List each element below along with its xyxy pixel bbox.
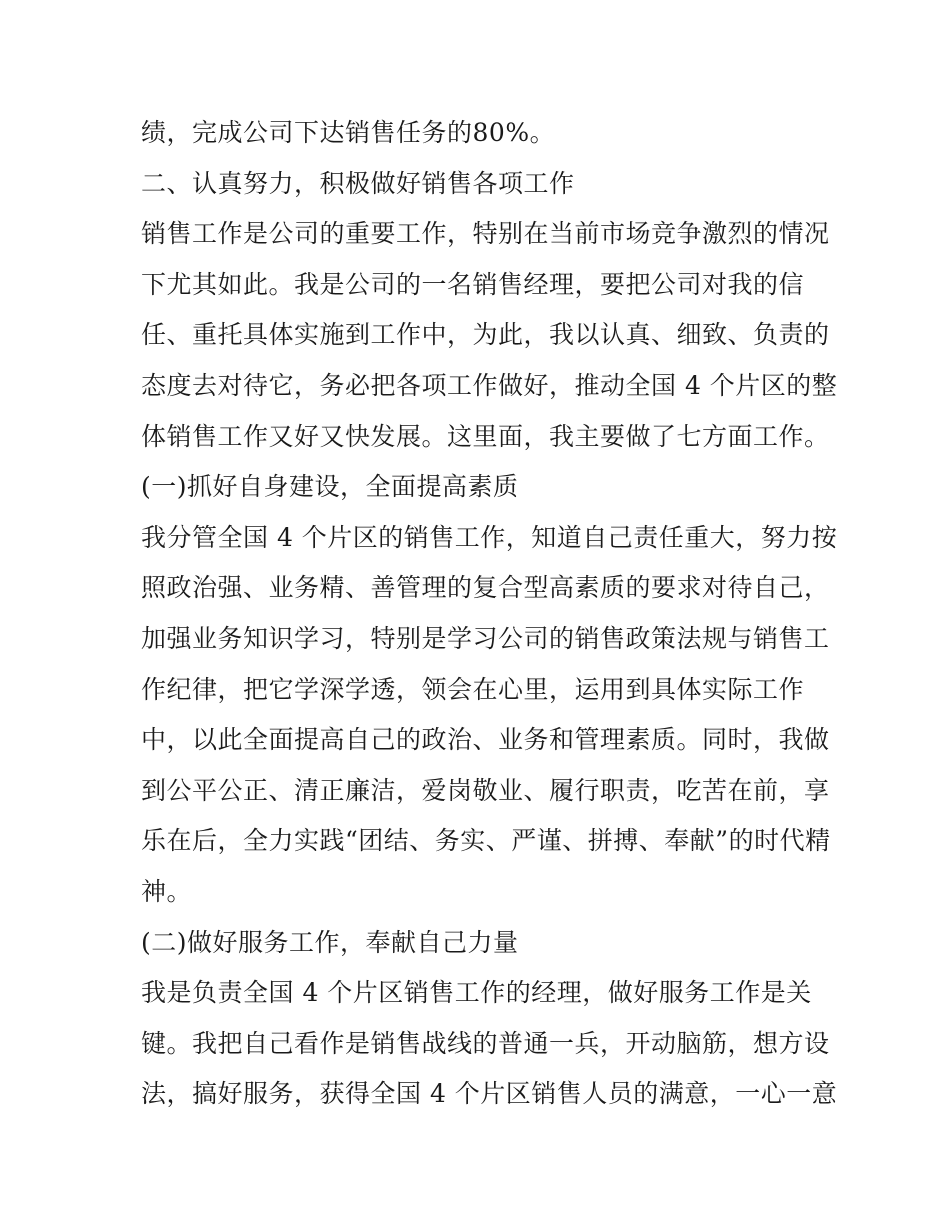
text-line: 键。我把自己看作是销售战线的普通一兵，开动脑筋，想方设 — [141, 1028, 830, 1058]
text-line: 到公平公正、清正廉洁，爱岗敬业、履行职责，吃苦在前，享 — [141, 775, 830, 805]
text-line: 中，以此全面提高自己的政治、业务和管理素质。同时，我做 — [141, 725, 830, 755]
subsection-heading: (一)抓好自身建设，全面提高素质 — [141, 472, 519, 502]
text-line: 我是负责全国 4 个片区销售工作的经理，做好服务工作是关 — [141, 978, 812, 1008]
text-line: 乐在后，全力实践“团结、务实、严谨、拼搏、奉献”的时代精 — [141, 826, 831, 856]
text-line: 法，搞好服务，获得全国 4 个片区销售人员的满意，一心一意 — [141, 1079, 838, 1109]
text-line: 绩，完成公司下达销售任务的80%。 — [141, 118, 556, 147]
text-line: 态度去对待它，务必把各项工作做好，推动全国 4 个片区的整 — [141, 370, 838, 400]
text-line: 我分管全国 4 个片区的销售工作，知道自己责任重大，努力按 — [141, 522, 838, 552]
text-line: 销售工作是公司的重要工作，特别在当前市场竞争激烈的情况 — [141, 219, 830, 249]
text-line: 神。 — [141, 876, 193, 906]
text-line: 作纪律，把它学深学透，领会在心里，运用到具体实际工作 — [141, 674, 805, 704]
section-heading: 二、认真努力，积极做好销售各项工作 — [141, 168, 575, 198]
text-line: 体销售工作又好又快发展。这里面，我主要做了七方面工作。 — [141, 421, 830, 451]
text-line: 照政治强、业务精、善管理的复合型高素质的要求对待自己， — [141, 573, 830, 603]
document-body — [141, 108, 838, 1120]
subsection-heading: (二)做好服务工作，奉献自己力量 — [141, 927, 519, 957]
text-line: 任、重托具体实施到工作中，为此，我以认真、细致、负责的 — [141, 320, 830, 350]
text-line: 加强业务知识学习，特别是学习公司的销售政策法规与销售工 — [141, 623, 830, 653]
text-line: 下尤其如此。我是公司的一名销售经理，要把公司对我的信 — [141, 269, 805, 299]
